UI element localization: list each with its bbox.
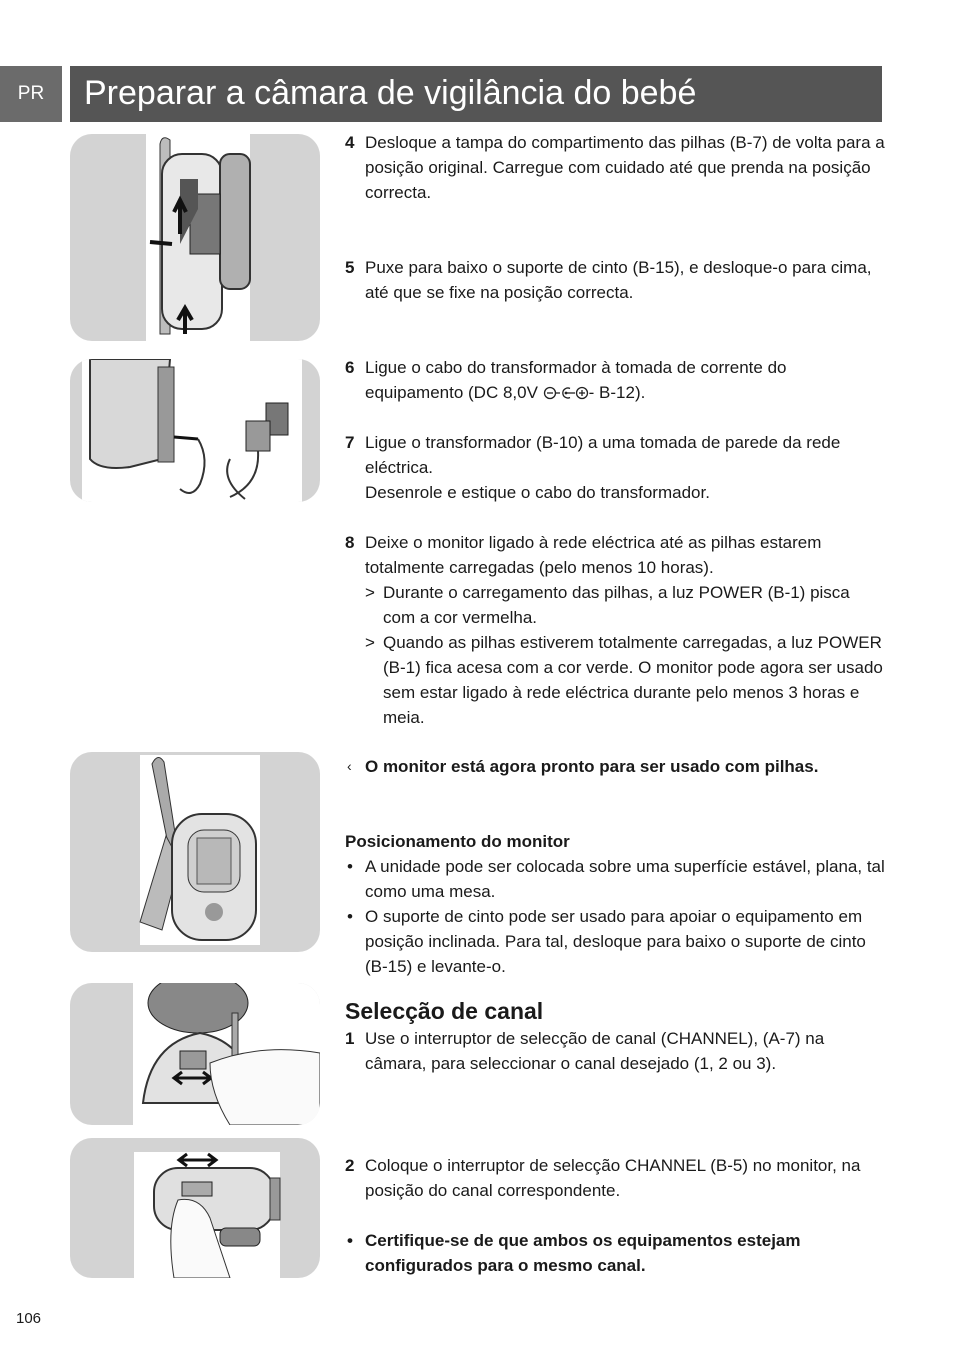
step-text-secondary: Desenrole e estique o cabo do transformador. [365,483,710,502]
channel-step-2 [345,1153,885,1203]
illustration-monitor-channel-switch [70,1138,320,1278]
positioning-section [345,829,885,979]
result-item: > Quando as pilhas estiverem totalmente carregadas, a luz POWER (B-1) fica acesa com a cor verde. O monitor pode agora ser usado sem estar ligado à rede eléctrica durante pelo menos 3 horas e meia. [365,633,883,727]
illustration-power-adapter [70,359,320,502]
step-number: 2 [345,1156,355,1175]
title-bar [70,66,882,122]
step-text: Ligue o cabo do transformador à tomada de corrente do equipamento (DC 8,0V [365,358,787,402]
bullet-item: • A unidade pode ser colocada sobre uma superfície estável, plana, tal como uma mesa. [347,857,885,901]
channel-note: • Certifique-se de que ambos os equipamentos estejam configurados para o mesmo canal. [347,1231,801,1275]
step-text: Coloque o interruptor de selecção CHANNEL (B-5) no monitor, na posição do canal correspondente. [365,1156,861,1200]
step-number: 6 [345,358,355,377]
step-text: Desloque a tampa do compartimento das pilhas (B-7) de volta para a posição original. Carregue com cuidado até que prenda na posição correcta. [365,133,885,202]
illustration-camera-channel-switch [70,983,320,1125]
step-text-end: - B-12). [588,383,646,402]
channel-heading: Selecção de canal [345,998,544,1024]
step-text: Puxe para baixo o suporte de cinto (B-15), e desloque-o para cima, até que se fixe na posição correcta. [365,258,872,302]
step-text: Use o interruptor de selecção de canal (CHANNEL), (A-7) na câmara, para seleccionar o canal desejado (1, 2 ou 3). [365,1029,825,1073]
page-title: Preparar a câmara de vigilância do bebé [84,74,697,112]
step-text: Deixe o monitor ligado à rede eléctrica até as pilhas estarem totalmente carregadas (pelo menos 10 horas). [365,533,822,577]
step-text: Ligue o transformador (B-10) a uma tomada de parede da rede eléctrica. [365,433,841,477]
step-number: 5 [345,258,355,277]
step-5 [345,255,885,305]
step-number: 1 [345,1029,355,1048]
illustration-monitor-stand [70,752,320,952]
dc-polarity-icon [543,382,589,407]
result-item: > Durante o carregamento das pilhas, a luz POWER (B-1) pisca com a cor vermelha. [365,583,850,627]
step-6 [345,355,885,407]
ready-note: ‹ O monitor está agora pronto para ser usado com pilhas. [347,757,819,776]
step-8 [345,530,885,730]
language-tab: PR [0,66,62,122]
channel-section [345,996,885,1076]
step-number: 8 [345,533,355,552]
section-heading: Posicionamento do monitor [345,832,570,851]
step-7 [345,430,885,505]
step-4 [345,130,885,205]
step-number: 7 [345,433,355,452]
page-number: 106 [16,1310,42,1327]
bullet-item: • O suporte de cinto pode ser usado para apoiar o equipamento em posição inclinada. Para tal, desloque para baixo o suporte de cinto (B-15) e levante-o. [347,907,866,976]
illustration-battery-cover [70,134,320,341]
step-number: 4 [345,133,355,152]
